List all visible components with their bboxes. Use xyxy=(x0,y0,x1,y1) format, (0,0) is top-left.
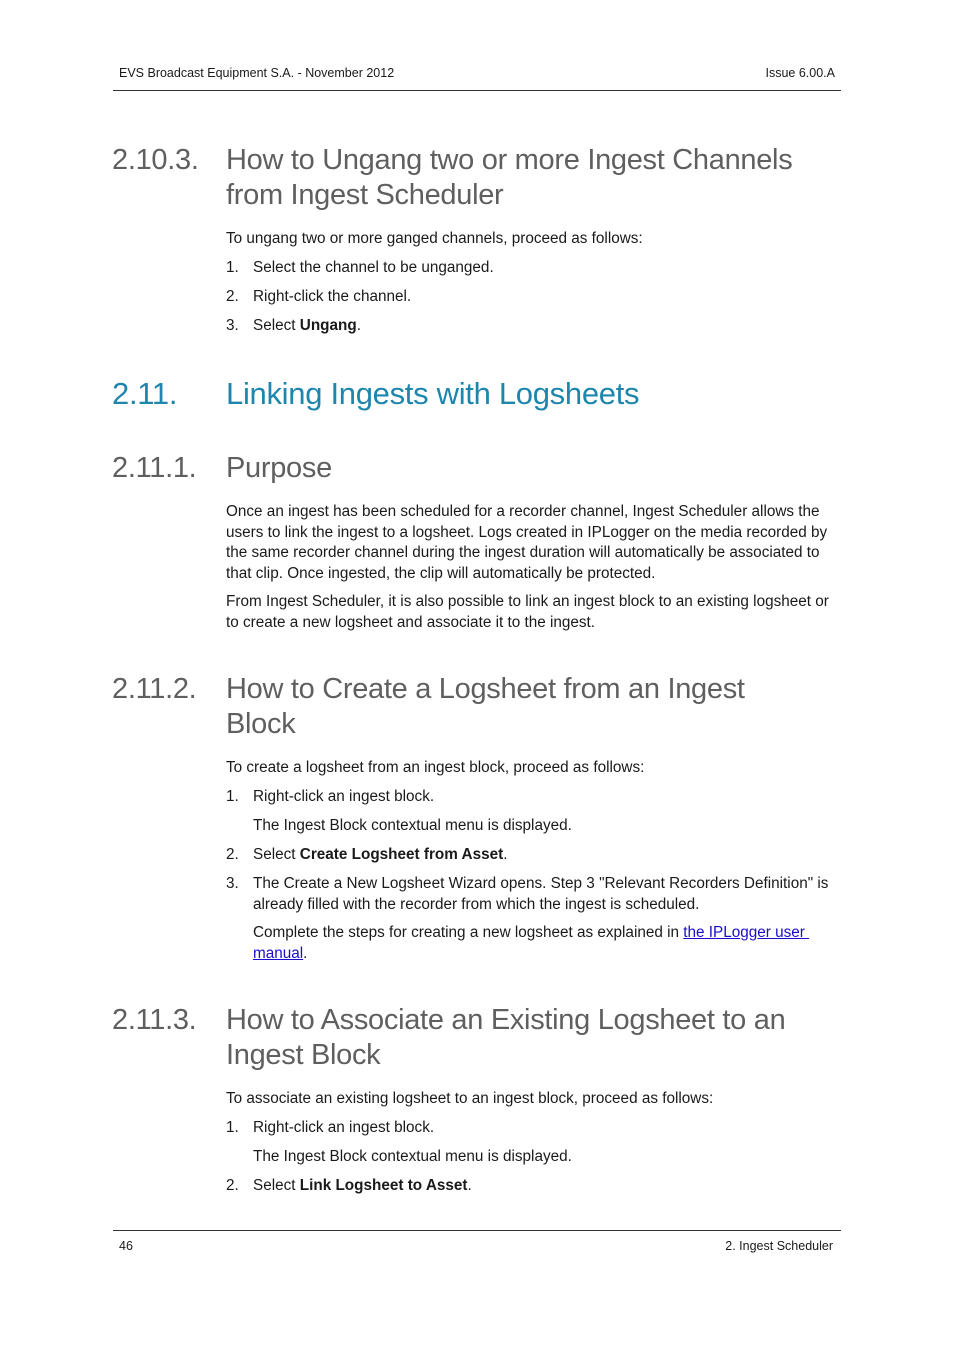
footer-chapter: 2. Ingest Scheduler xyxy=(725,1239,833,1253)
page-header xyxy=(113,64,841,91)
iplogger-manual-link[interactable]: manual xyxy=(253,944,304,962)
list-item-note: The Ingest Block contextual menu is displayed. xyxy=(253,1148,572,1165)
section-title: How to Ungang two or more Ingest Channels from Ingest Scheduler xyxy=(226,144,793,211)
section-title: How to Create a Logsheet from an Ingest Block xyxy=(226,673,745,740)
ui-term: Ungang xyxy=(299,317,357,334)
header-publisher: EVS Broadcast Equipment S.A. - November 2012 xyxy=(119,66,395,80)
section-number: 2.11.1. xyxy=(112,452,197,484)
section-title: How to Associate an Existing Logsheet to an Ingest Block xyxy=(226,1004,786,1071)
paragraph-intro: To ungang two or more ganged channels, proceed as follows: xyxy=(226,230,643,247)
section-title: Purpose xyxy=(226,452,332,484)
header-issue: Issue 6.00.A xyxy=(765,66,835,80)
section-number: 2.11.3. xyxy=(112,1004,197,1036)
list-item-note: Complete the steps for creating a new logsheet as explained in the IPLogger user manual. xyxy=(253,924,810,962)
list-item-note: The Ingest Block contextual menu is displayed. xyxy=(253,817,572,834)
paragraph: From Ingest Scheduler, it is also possible to link an ingest block to an existing logsheet or to create a new logsheet and associate it to the ingest. xyxy=(226,593,829,631)
ui-term: Link Logsheet to Asset xyxy=(299,1177,468,1194)
page-number: 46 xyxy=(119,1239,133,1253)
section-number: 2.11.2. xyxy=(112,673,197,705)
paragraph: Once an ingest has been scheduled for a recorder channel, Ingest Scheduler allows the users to link the ingest to a logsheet. Logs created in IPLogger on the media recorded by the same recorder channel during the ingest duration will automatically be associated to that clip. Once ingested, the clip will automatically be protected. xyxy=(226,503,828,582)
iplogger-manual-link[interactable]: the IPLogger user xyxy=(683,924,810,941)
ui-term: Create Logsheet from Asset xyxy=(299,846,504,863)
section-number: 2.10.3. xyxy=(112,144,199,176)
page-footer xyxy=(113,1230,841,1253)
section-title: Linking Ingests with Logsheets xyxy=(226,376,640,411)
paragraph-intro: To create a logsheet from an ingest block, proceed as follows: xyxy=(226,759,645,776)
section-number: 2.11. xyxy=(112,376,178,411)
paragraph-intro: To associate an existing logsheet to an ingest block, proceed as follows: xyxy=(226,1090,714,1107)
